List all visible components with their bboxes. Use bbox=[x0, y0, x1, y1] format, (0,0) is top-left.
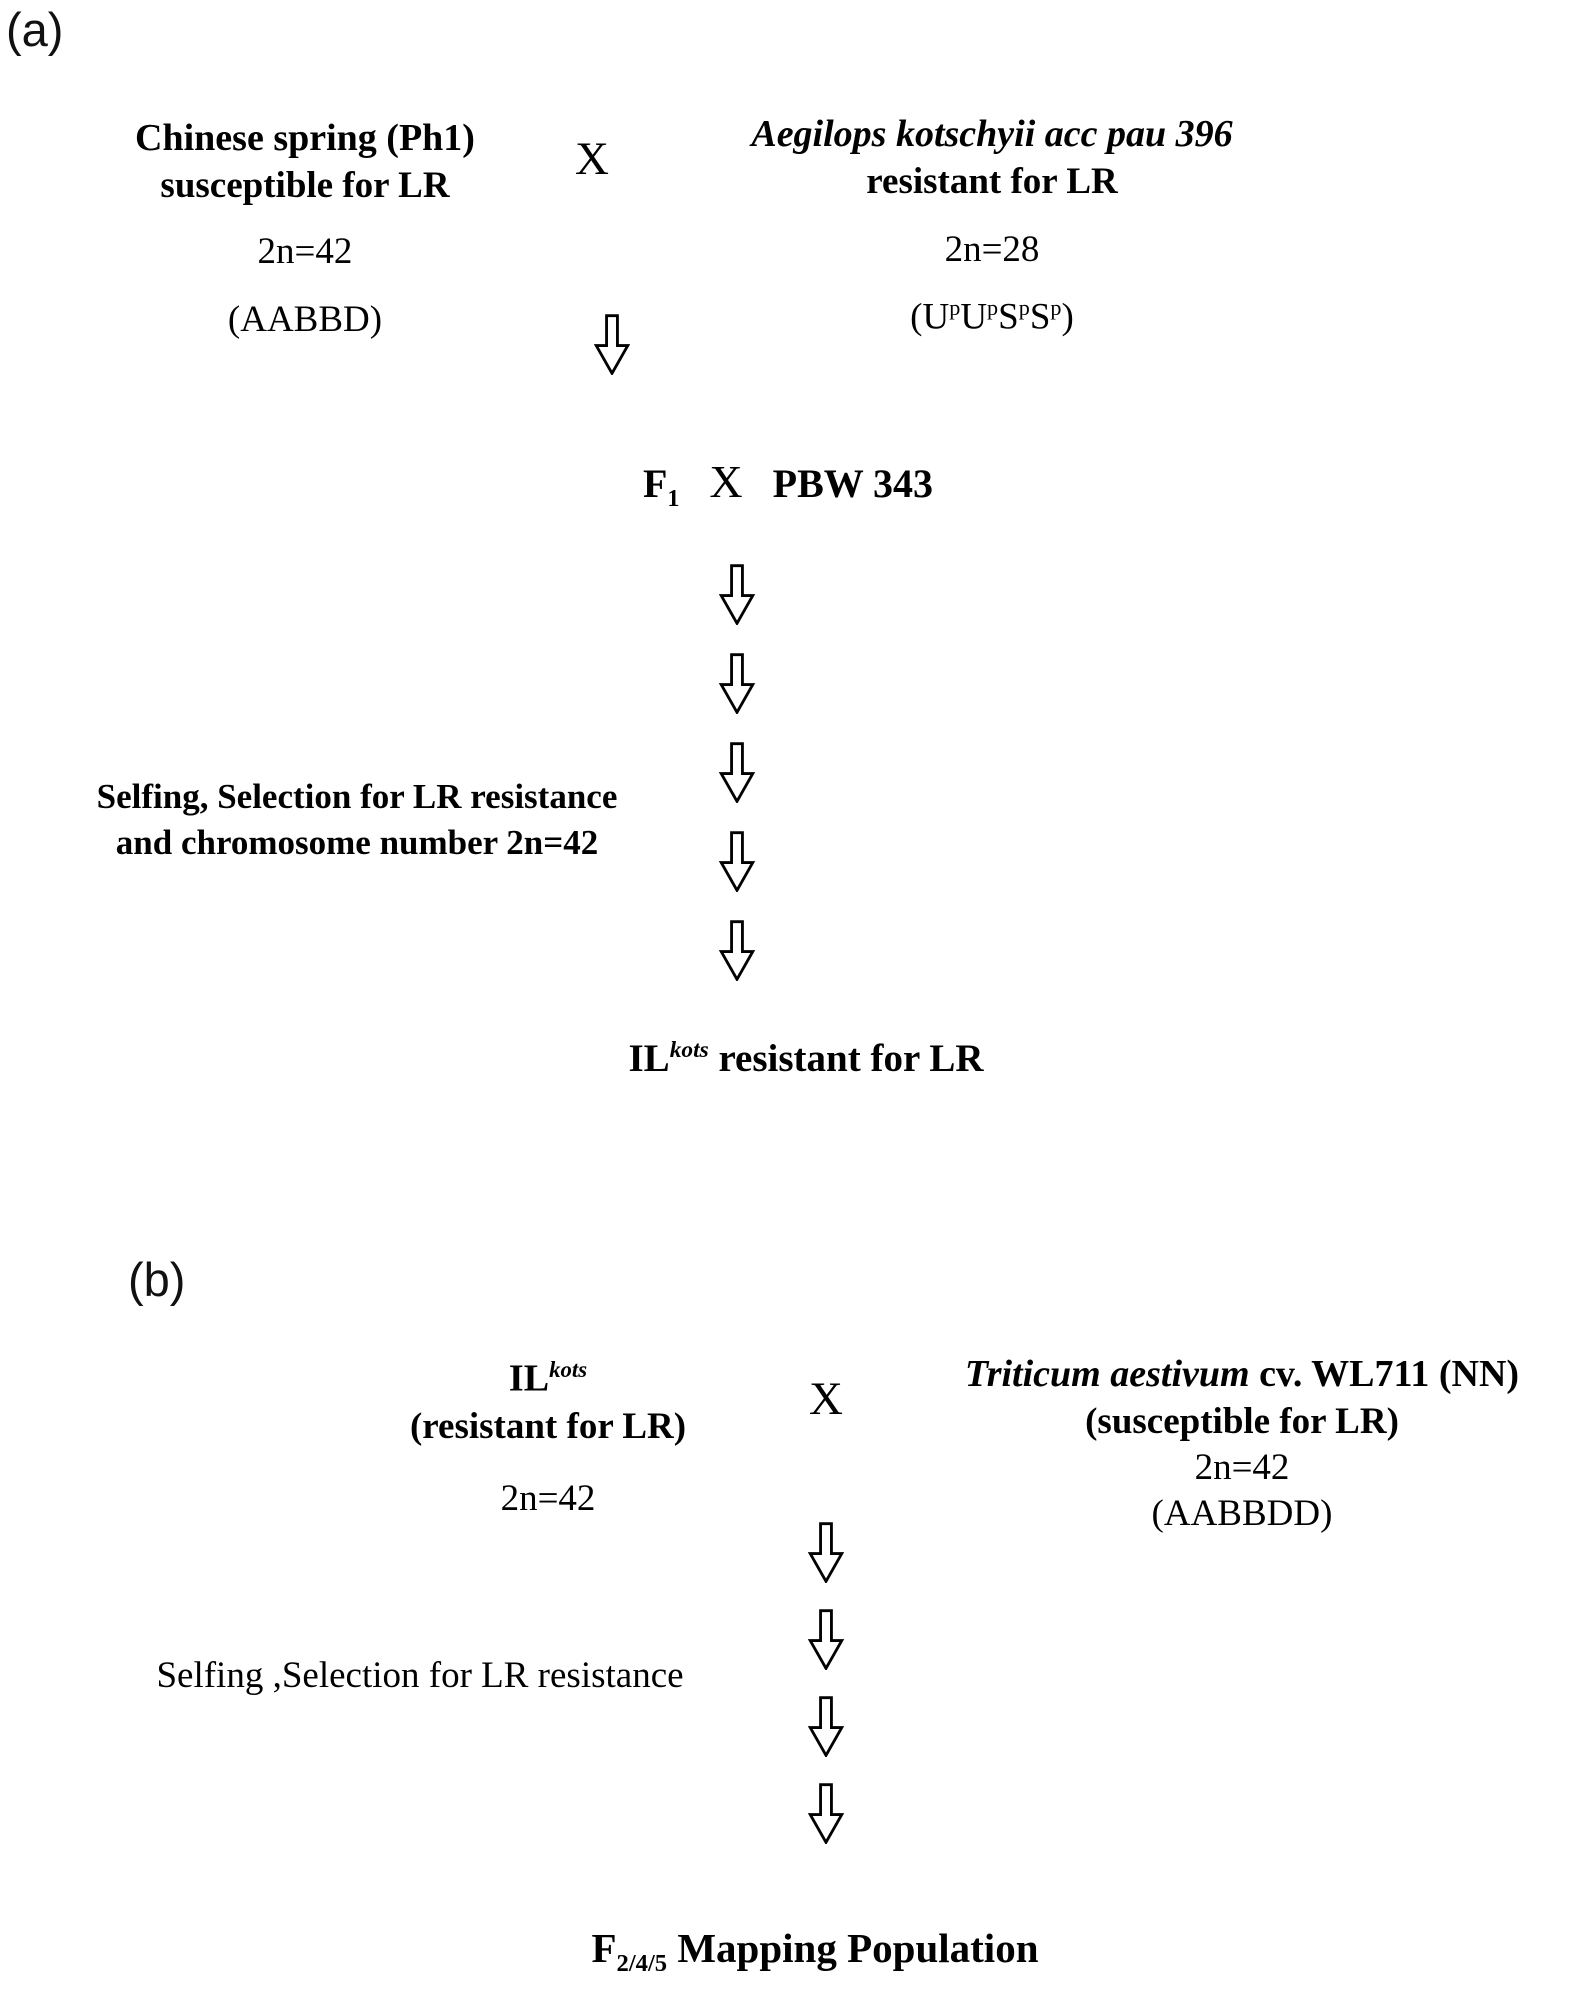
genome-superscript: p bbox=[949, 295, 961, 320]
result-text: Mapping Population bbox=[667, 1925, 1039, 1971]
parent-genome: (AABBD) bbox=[227, 299, 383, 340]
parent-name: Aegilops kotschyii acc pau 396 bbox=[751, 113, 1233, 155]
parent-name-base: IL bbox=[508, 1357, 550, 1400]
parent-genome: (AABBDD) bbox=[1151, 1493, 1333, 1534]
parent-trait: (resistant for LR) bbox=[409, 1405, 687, 1447]
parent-name-cultivar: cv. WL711 (NN) bbox=[1249, 1353, 1520, 1395]
genome-text: S bbox=[1029, 296, 1051, 338]
panel-b-selfing-note: Selfing ,Selection for LR resistance bbox=[156, 1655, 684, 1696]
down-arrow-icon bbox=[808, 1783, 845, 1844]
parent-chromosome-number: 2n=42 bbox=[257, 231, 353, 272]
panel-b-parent-right bbox=[965, 1350, 1519, 1537]
parent-name-species: Triticum aestivum bbox=[964, 1353, 1250, 1395]
down-arrow-icon bbox=[594, 314, 631, 375]
cross-symbol: X bbox=[709, 456, 743, 507]
genome-superscript: p bbox=[1018, 295, 1030, 320]
panel-a-label: (a) bbox=[6, 3, 64, 56]
down-arrow-icon bbox=[808, 1522, 845, 1583]
parent-name bbox=[410, 1346, 686, 1403]
f1-label bbox=[643, 460, 679, 513]
parent-genome bbox=[751, 285, 1232, 340]
panel-a-parent-right bbox=[751, 110, 1232, 340]
down-arrow-icon bbox=[719, 742, 756, 803]
genome-text: ) bbox=[1061, 296, 1074, 338]
genome-text: U bbox=[960, 296, 988, 338]
result-base: IL bbox=[628, 1037, 670, 1080]
genome-superscript: p bbox=[1050, 295, 1062, 320]
panel-a-result bbox=[629, 1036, 984, 1081]
panel-b-label: (b) bbox=[128, 1253, 186, 1306]
panel-b-selfing-arrows bbox=[808, 1522, 845, 1844]
panel-b-parent-left bbox=[410, 1346, 686, 1522]
parent-trait: susceptible for LR bbox=[160, 165, 450, 206]
down-arrow-icon bbox=[719, 653, 756, 714]
genome-text: S bbox=[998, 296, 1019, 338]
parent-name: Chinese spring (Ph1) bbox=[135, 117, 475, 159]
parent-name bbox=[965, 1350, 1519, 1398]
parent-name-superscript: kots bbox=[549, 1357, 588, 1382]
down-arrow-icon bbox=[808, 1609, 845, 1670]
result-text: resistant for LR bbox=[708, 1037, 984, 1080]
down-arrow-icon bbox=[719, 920, 756, 981]
result-base: F bbox=[591, 1925, 617, 1971]
down-arrow-icon bbox=[719, 564, 756, 625]
parent-trait: resistant for LR bbox=[866, 161, 1118, 202]
parent-chromosome-number: 2n=42 bbox=[1194, 1447, 1290, 1488]
f1-cross-partner: PBW 343 bbox=[772, 461, 934, 506]
panel-a-f1-cross bbox=[643, 458, 933, 513]
panel-a-selfing-note bbox=[97, 774, 618, 866]
down-arrow-icon bbox=[808, 1696, 845, 1757]
parent-chromosome-number: 2n=42 bbox=[500, 1477, 596, 1519]
down-arrow-icon bbox=[719, 831, 756, 892]
f1-base: F bbox=[642, 461, 668, 506]
genome-superscript: p bbox=[987, 295, 999, 320]
panel-b-result bbox=[592, 1924, 1039, 1978]
parent-chromosome-number: 2n=28 bbox=[944, 229, 1040, 270]
selfing-note-line: Selfing, Selection for LR resistance bbox=[96, 777, 618, 816]
panel-a-selfing-arrows bbox=[719, 564, 756, 981]
result-superscript: kots bbox=[669, 1037, 709, 1063]
panel-a-parent-left bbox=[135, 114, 475, 343]
cross-symbol: X bbox=[575, 133, 609, 185]
genome-text: (U bbox=[910, 296, 950, 338]
f1-subscript: 1 bbox=[667, 486, 680, 512]
parent-trait: (susceptible for LR) bbox=[1085, 1401, 1399, 1442]
result-subscript: 2/4/5 bbox=[616, 1950, 668, 1978]
cross-symbol: X bbox=[809, 1373, 843, 1425]
selfing-note-line: and chromosome number 2n=42 bbox=[115, 823, 599, 862]
cross-result-arrow bbox=[594, 314, 631, 375]
